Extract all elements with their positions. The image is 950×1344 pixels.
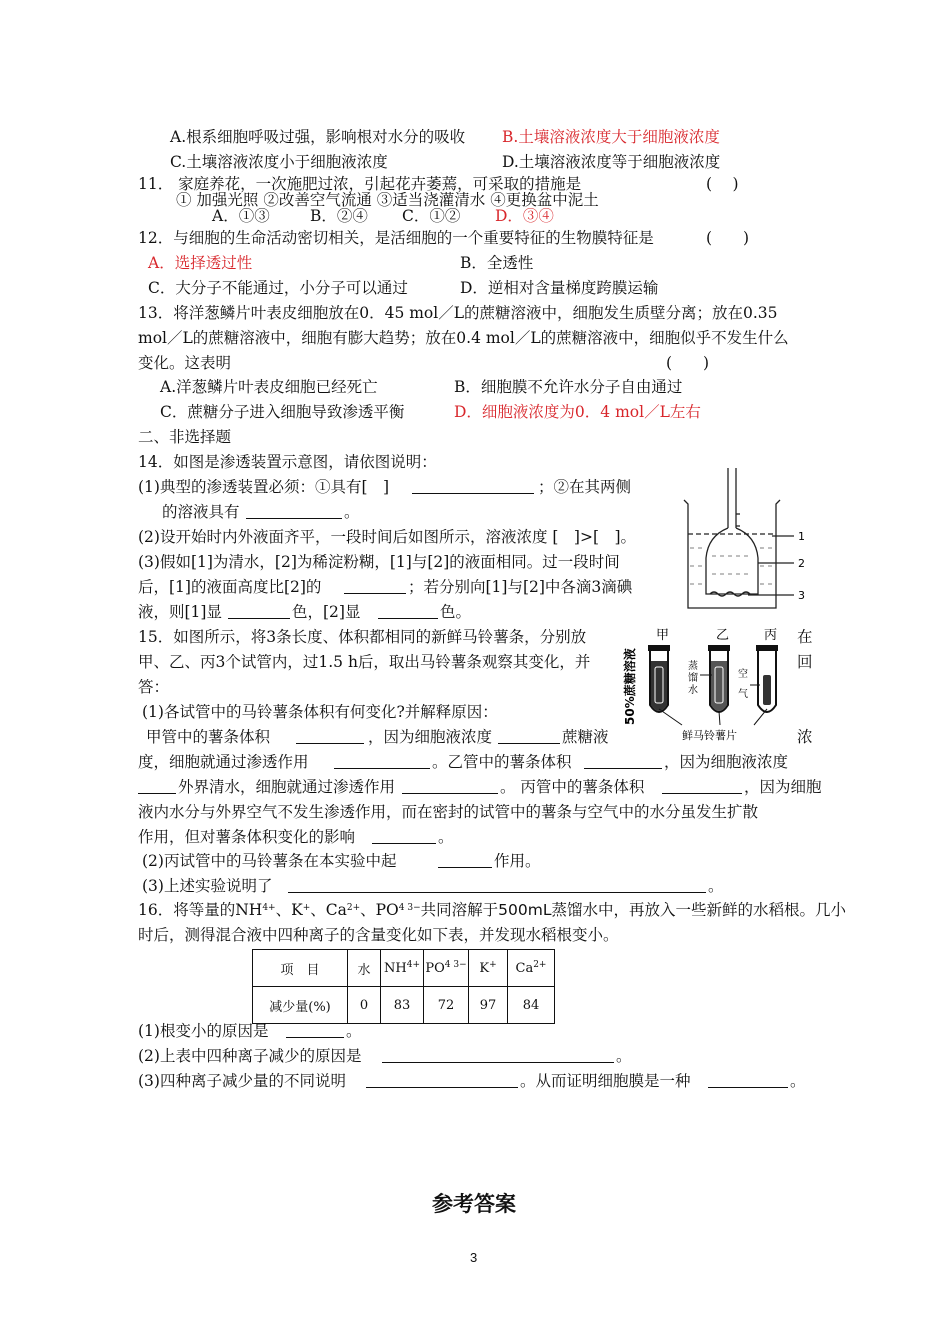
option-12b: B．全透性 [460,254,534,272]
question-15-2c: ，因为细胞液浓度 [664,753,789,771]
question-13-bracket: ( ) [666,354,710,372]
table-header-po4: $PO^{4 3-}$ [424,950,469,987]
table-header-item: 项 目 [253,950,348,987]
blank-line [372,843,436,844]
table-cell: 0 [348,987,381,1024]
blank-line [382,1062,614,1063]
question-15-7: (3)上述实验说明了 [142,877,273,895]
option-10d: D.土壤溶液浓度等于细胞液浓度 [502,153,721,171]
label-air-1: 空 [738,669,748,680]
question-15-6: (2)丙试管中的马铃薯条在本实验中起 [142,852,397,870]
question-16-1-end: 。 [346,1022,362,1040]
blank-line [584,768,662,769]
question-14: 14．如图是渗透装置示意图，请依图说明： [138,453,437,471]
question-15-7-end: 。 [708,877,724,895]
blank-line [662,793,742,794]
question-15-3c: ，因为细胞 [744,778,822,796]
question-15-6-end: 作用。 [494,852,541,870]
option-13b: B．细胞膜不允许水分子自由通过 [454,378,683,396]
table-row-label: 减少量(%) [253,987,348,1024]
label-distilled-water-1: 蒸 [688,661,698,672]
question-14-1b: ；②在其两侧 [538,478,632,496]
question-15-5: 作用，但对薯条体积变化的影响 [138,828,356,846]
option-10a: A.根系细胞呼吸过强，影响根对水分的吸收 [170,128,466,146]
osmosis-apparatus-figure [672,468,812,618]
option-10c: C.土壤溶液浓度小于细胞液浓度 [170,153,388,171]
question-15-2b: 。乙管中的薯条体积 [432,753,572,771]
blank-line [228,618,290,619]
label-fresh-potato: 鲜马铃薯片 [682,729,737,742]
potato-tubes-figure [620,625,800,743]
question-14-1c-end: 。 [344,503,360,521]
label-distilled-water-2: 馏 [688,673,698,684]
question-12-bracket: ( ) [706,229,750,247]
question-15-3b: 。 丙管中的薯条体积 [500,778,645,796]
question-14-3b: 后，[1]的液面高度比[2]的 [138,578,322,596]
question-16-3c: 。 [790,1072,806,1090]
question-15-line3: 答： [138,678,170,696]
figure14-label-1: 1 [798,530,805,543]
blank-line [138,793,176,794]
question-15-line2: 甲、乙、丙3个试管内，过1.5 h后，取出马铃薯条观察其变化，并 [138,653,591,671]
question-15-line2-end: 回 [797,653,813,671]
blank-line [708,1087,788,1088]
answers-title: 参考答案 [432,1192,516,1216]
question-16-line1: 16．将等量的$NH^{4+}$、K+、$Ca^{2+}$、$PO^{4 3-}$共同溶解于500mL蒸馏水中，再放入一些新鲜的水稻根。几小 [138,901,846,919]
blank-line [498,743,560,744]
option-11d: D．③④ [495,207,554,225]
blank-line [296,743,364,744]
blank-line [412,493,534,494]
table-header-nh4: $NH^{4+}$ [381,950,424,987]
table-cell: 72 [424,987,469,1024]
blank-line [246,518,342,519]
option-12d: D．逆相对含量梯度跨膜运输 [460,279,659,297]
table-header-water: 水 [348,950,381,987]
blank-line [286,1037,344,1038]
option-12a: A．选择透过性 [148,254,253,272]
table-header-ca: $Ca^{2+}$ [508,950,555,987]
question-15-1b: ，因为细胞液浓度 [368,728,493,746]
option-13d: D．细胞液浓度为0．4 mol／L左右 [454,403,701,421]
option-11c: C．①② [402,207,461,225]
table-cell: 83 [381,987,424,1024]
table-cell: 97 [469,987,508,1024]
label-air-2: 气 [738,689,748,700]
option-13c: C．蔗糖分子进入细胞导致渗透平衡 [160,403,405,421]
section-title: 二、非选择题 [138,428,232,446]
label-sucrose-solution: 50%蔗糖溶液 [623,648,637,725]
blank-line [402,793,498,794]
question-11-measures: ① 加强光照 ②改善空气流通 ③适当浇灌清水 ④更换盆中泥土 [176,191,599,209]
page-number: 3 [470,1250,478,1265]
figure14-label-2: 2 [798,557,805,570]
question-15-1: (1)各试管中的马铃薯条体积有何变化?并解释原因： [142,703,498,721]
question-15-2a: 度，细胞就通过渗透作用 [138,753,309,771]
option-11a: A．①③ [212,207,270,225]
blank-line [334,768,430,769]
tube-label-bing: 丙 [764,628,778,643]
question-16-2-end: 。 [616,1047,632,1065]
question-14-3d: 液，则[1]显 [138,603,222,621]
option-13a: A.洋葱鳞片叶表皮细胞已经死亡 [160,378,378,396]
blank-line [378,618,438,619]
question-14-3f: 色。 [440,603,472,621]
option-11b: B．②④ [310,207,368,225]
blank-line [288,892,706,893]
table-cell: 84 [508,987,555,1024]
question-15-line1-end: 在 [797,628,813,646]
question-12: 12．与细胞的生命活动密切相关，是活细胞的一个重要特征的生物膜特征是 [138,229,654,247]
question-15-line1: 15．如图所示，将3条长度、体积都相同的新鲜马铃薯条，分别放 [138,628,587,646]
blank-line [366,1087,518,1088]
question-11: 11． 家庭养花，一次施肥过浓，引起花卉萎蔫，可采取的措施是 [138,175,582,193]
question-11-bracket: ( ) [706,175,739,193]
tube-label-jia: 甲 [656,628,670,643]
question-15-1d: 浓 [797,728,813,746]
question-15-1c: 蔗糖液 [562,728,609,746]
question-14-2: (2)设开始时内外液面齐平，一段时间后如图所示，溶液浓度 [ ]>[ ]。 [138,528,637,546]
option-12c: C．大分子不能通过，小分子可以通过 [148,279,408,297]
question-15-3a: 外界清水，细胞就通过渗透作用 [178,778,396,796]
label-distilled-water-3: 水 [688,685,698,696]
option-10b: B.土壤溶液浓度大于细胞液浓度 [502,128,720,146]
question-14-1a: (1)典型的渗透装置必须：①具有[ ] [138,478,390,496]
question-14-3e: 色，[2]显 [292,603,361,621]
question-13-line3: 变化。这表明 [138,354,232,372]
question-16-3b: 。从而证明细胞膜是一种 [520,1072,691,1090]
question-16-2: (2)上表中四种离子减少的原因是 [138,1047,362,1065]
ion-table [252,949,555,1024]
question-13-line1: 13．将洋葱鳞片叶表皮细胞放在0．45 mol／L的蔗糖溶液中，细胞发生质壁分离；放在0.35 [138,304,778,322]
question-15-1a: 甲管中的薯条体积 [146,728,271,746]
blank-line [344,593,406,594]
question-15-4: 液内水分与外界空气不发生渗透作用，而在密封的试管中的薯条与空气中的水分虽发生扩散 [138,803,759,821]
question-16-line2: 时后，测得混合液中四种离子的含量变化如下表，并发现水稻根变小。 [138,926,619,944]
table-header-k: K+ [469,950,508,987]
blank-line [438,867,492,868]
question-14-1c: 的溶液具有 [162,503,240,521]
question-16-1: (1)根变小的原因是 [138,1022,269,1040]
question-15-5-end: 。 [438,828,454,846]
tube-label-yi: 乙 [716,628,730,643]
question-16-3a: (3)四种离子减少量的不同说明 [138,1072,346,1090]
question-14-3c: ；若分别向[1]与[2]中各滴3滴碘 [408,578,633,596]
question-13-line2: mol／L的蔗糖溶液中，细胞有膨大趋势；放在0.4 mol／L的蔗糖溶液中，细胞似乎不发生什么 [138,329,789,347]
figure14-label-3: 3 [798,589,805,602]
question-14-3a: (3)假如[1]为清水，[2]为稀淀粉糊，[1]与[2]的液面相同。过一段时间 [138,553,620,571]
